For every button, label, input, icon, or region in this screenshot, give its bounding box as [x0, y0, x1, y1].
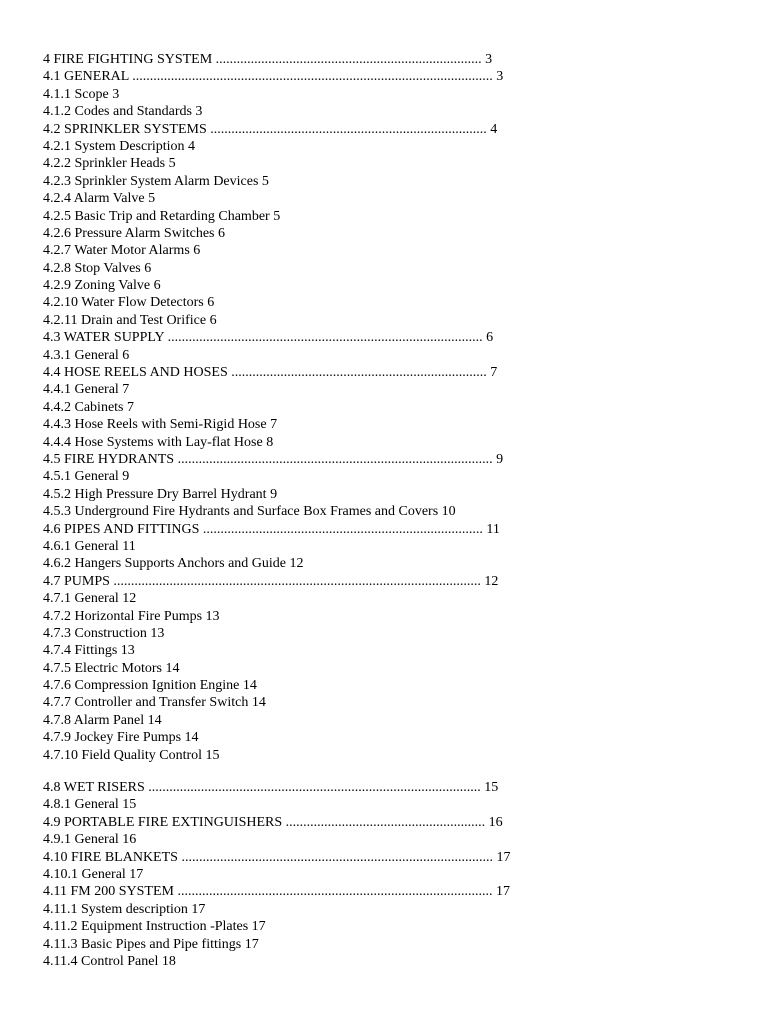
toc-entry: 4.11.4 Control Panel 18 — [43, 953, 176, 969]
toc-entry: 4.11.1 System description 17 — [43, 901, 206, 917]
toc-entry: 4.2.6 Pressure Alarm Switches 6 — [43, 225, 225, 241]
toc-entry: 4.7.10 Field Quality Control 15 — [43, 747, 220, 763]
toc-entry: 4.2.9 Zoning Valve 6 — [43, 278, 161, 294]
toc-entry: 4.1 GENERAL ....................................................................................................... 3 — [43, 69, 504, 85]
toc-entry: 4.7.7 Controller and Transfer Switch 14 — [43, 695, 266, 711]
toc-entry: 4.6 PIPES AND FITTINGS ................................................................................ 11 — [43, 521, 500, 537]
toc-entry: 4.2.7 Water Motor Alarms 6 — [43, 243, 201, 259]
toc-entry: 4.8.1 General 15 — [43, 797, 137, 813]
toc-entry: 4.7.4 Fittings 13 — [43, 643, 135, 659]
table-of-contents — [43, 51, 743, 970]
toc-entry: 4.4 HOSE REELS AND HOSES ......................................................................... 7 — [43, 365, 498, 381]
toc-entry: 4.4.2 Cabinets 7 — [43, 399, 134, 415]
toc-entry: 4.1.1 Scope 3 — [43, 86, 120, 102]
toc-entry: 4.7.3 Construction 13 — [43, 625, 165, 641]
toc-entry: 4.6.2 Hangers Supports Anchors and Guide 12 — [43, 556, 304, 572]
toc-entry: 4.5.1 General 9 — [43, 469, 130, 485]
toc-entry: 4.9.1 General 16 — [43, 832, 137, 848]
toc-entry: 4.10.1 General 17 — [43, 866, 144, 882]
toc-entry: 4.5 FIRE HYDRANTS .......................................................................................... 9 — [43, 451, 504, 467]
toc-entry: 4.11 FM 200 SYSTEM .......................................................................................... 17 — [43, 884, 510, 900]
toc-entry: 4.3.1 General 6 — [43, 347, 130, 363]
toc-entry: 4.7.6 Compression Ignition Engine 14 — [43, 678, 257, 694]
toc-entry: 4.5.3 Underground Fire Hydrants and Surface Box Frames and Covers 10 — [43, 504, 456, 520]
toc-entry: 4.1.2 Codes and Standards 3 — [43, 104, 203, 120]
toc-entry: 4.7.2 Horizontal Fire Pumps 13 — [43, 608, 220, 624]
toc-entry: 4.2.11 Drain and Test Orifice 6 — [43, 312, 217, 328]
toc-entry: 4.9 PORTABLE FIRE EXTINGUISHERS ......................................................... 16 — [43, 814, 503, 830]
toc-entry: 4.10 FIRE BLANKETS ......................................................................................... 17 — [43, 849, 511, 865]
toc-entry: 4.2.8 Stop Valves 6 — [43, 260, 152, 276]
toc-entry: 4 FIRE FIGHTING SYSTEM ............................................................................ 3 — [43, 52, 493, 67]
toc-entry: 4.7.8 Alarm Panel 14 — [43, 712, 162, 728]
toc-entry: 4.11.3 Basic Pipes and Pipe fittings 17 — [43, 936, 259, 952]
toc-entry: 4.4.4 Hose Systems with Lay-flat Hose 8 — [43, 434, 274, 450]
toc-entry: 4.5.2 High Pressure Dry Barrel Hydrant 9 — [43, 486, 278, 502]
toc-entry: 4.2.4 Alarm Valve 5 — [43, 191, 156, 207]
toc-entry: 4.4.1 General 7 — [43, 382, 130, 398]
toc-entry: 4.7.9 Jockey Fire Pumps 14 — [43, 730, 199, 746]
toc-entry: 4.4.3 Hose Reels with Semi-Rigid Hose 7 — [43, 417, 278, 433]
toc-entry: 4.7.1 General 12 — [43, 591, 137, 607]
toc-entry: 4.6.1 General 11 — [43, 538, 136, 554]
toc-entry: 4.2.3 Sprinkler System Alarm Devices 5 — [43, 173, 269, 189]
toc-entry: 4.7 PUMPS ......................................................................................................... 12 — [43, 573, 499, 589]
toc-entry: 4.2.5 Basic Trip and Retarding Chamber 5 — [43, 208, 281, 224]
toc-entry: 4.2.2 Sprinkler Heads 5 — [43, 156, 176, 172]
toc-entry: 4.11.2 Equipment Instruction -Plates 17 — [43, 919, 266, 935]
toc-entry: 4.8 WET RISERS ............................................................................................... 15 — [43, 780, 499, 796]
toc-entry: 4.2.10 Water Flow Detectors 6 — [43, 295, 215, 311]
toc-entry: 4.2 SPRINKLER SYSTEMS ............................................................................... 4 — [43, 121, 498, 137]
toc-entry: 4.7.5 Electric Motors 14 — [43, 660, 180, 676]
toc-entry: 4.3 WATER SUPPLY .......................................................................................... 6 — [43, 330, 494, 346]
toc-entry: 4.2.1 System Description 4 — [43, 138, 196, 154]
